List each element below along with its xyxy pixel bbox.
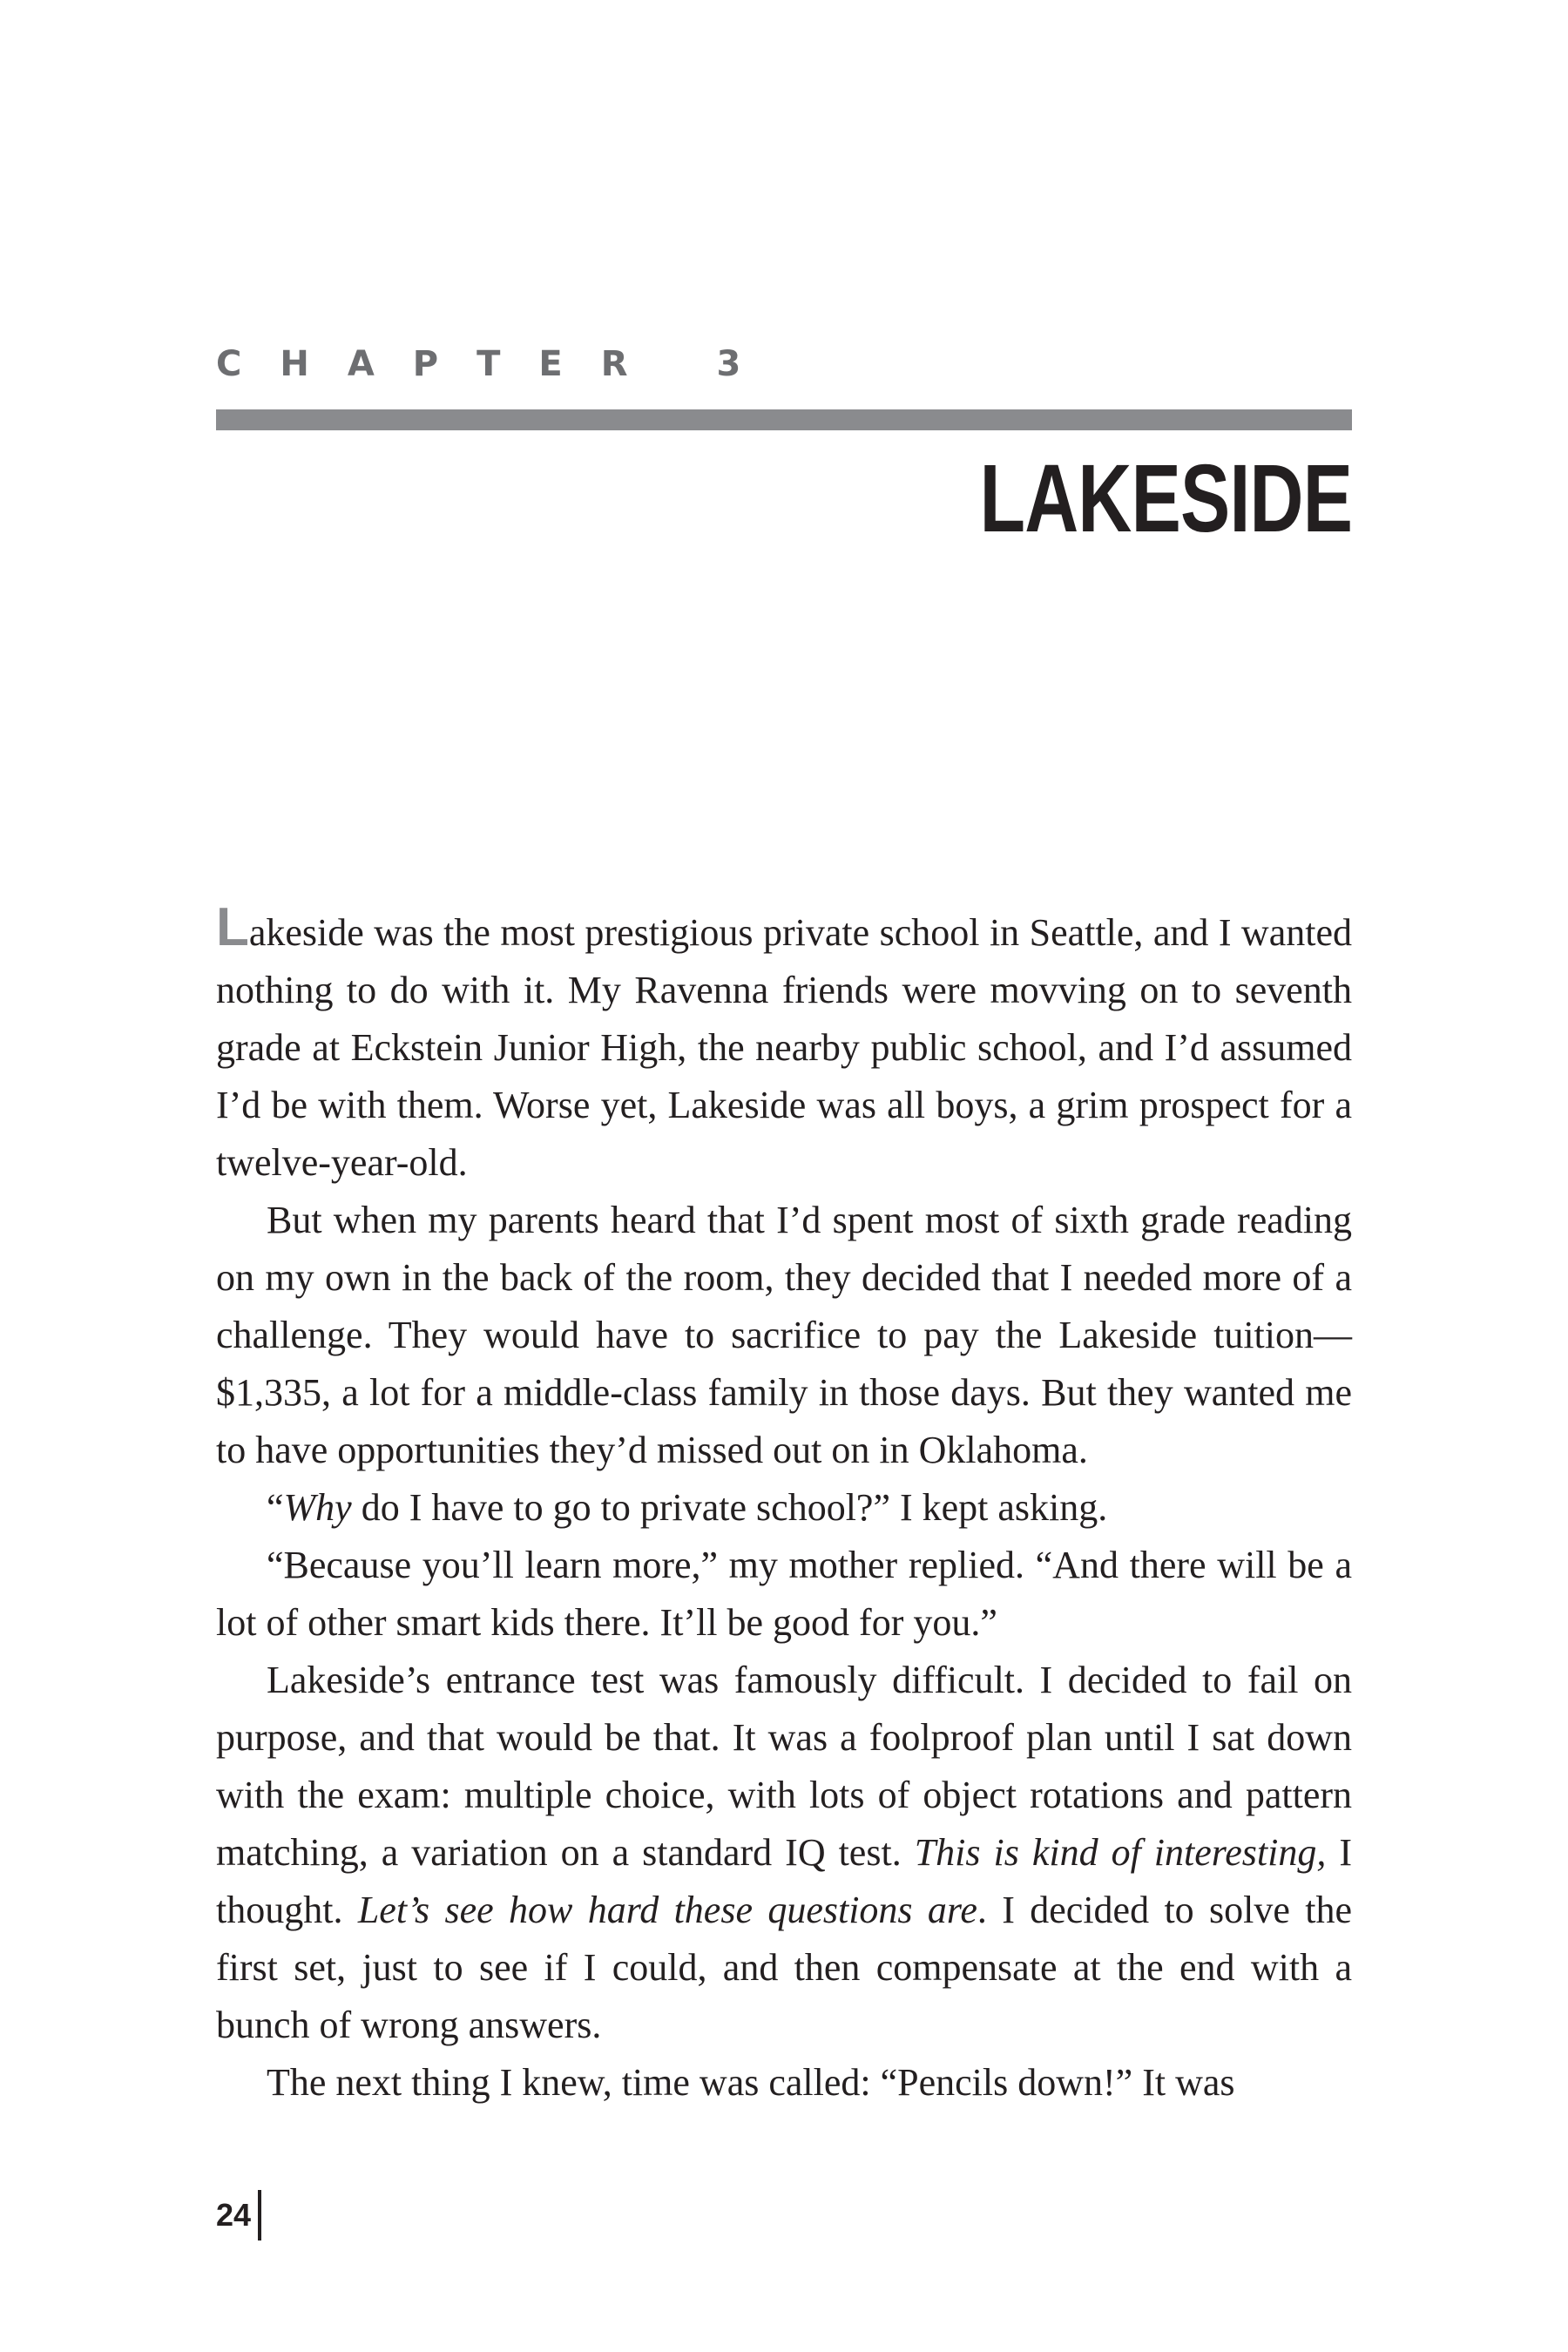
body-text: [216, 897, 1353, 2112]
paragraph-4: “Because you’ll learn more,” my mother replied. “And there will be a lot of other smart kids there. It’ll be good for you.”: [216, 1544, 1352, 1644]
page-folio: [216, 2190, 261, 2240]
emphasis-questions: Let’s see how hard these questions are: [357, 1889, 977, 1931]
chapter-title: LAKESIDE: [979, 445, 1352, 552]
page-number: 24: [216, 2197, 252, 2233]
emphasis-why: Why: [283, 1486, 352, 1529]
paragraph-2: But when my parents heard that I’d spent most of sixth grade reading on my own in the back of the room, they decided that I needed more of a challenge. They would have to sacrifice to pay the Lakeside tuition—$1,335, a lot for a middle-class family in those days. But they wanted me to have opportunities they’d missed out on in Oklahoma.: [216, 1199, 1352, 1471]
paragraph-5-text-a: Lakeside’s entrance test was famously difficult. I decided to fail on purpose, and that would be that. It was a foolproof plan until I sat down with the exam: multiple choice, with lots of object rotations and pattern matching, a variation on a standard IQ test.: [216, 1659, 1352, 1874]
open-quote: “: [267, 1486, 284, 1529]
paragraph-6: The next thing I knew, time was called: “Pencils down!” It was: [267, 2061, 1235, 2104]
paragraph-3: [216, 1479, 1352, 1537]
chapter-label: CHAPTER 3: [216, 344, 780, 384]
paragraph-3-text: do I have to go to private school?” I kept asking.: [351, 1486, 1108, 1529]
emphasis-interesting: This is kind of interesting,: [914, 1831, 1327, 1874]
chapter-rule: [216, 409, 1352, 430]
folio-divider: [258, 2190, 261, 2240]
paragraph-1: [216, 897, 1352, 1192]
paragraph-5: [216, 1652, 1352, 2054]
drop-cap: L: [216, 897, 249, 957]
paragraph-5-text-b: I thought.: [216, 1831, 1353, 1931]
paragraph-5-text-c: . I decided to solve the first set, just to see if I could, and then compensate at the end with a bunch of wrong answers.: [216, 1889, 1352, 2046]
paragraph-1-text: akeside was the most prestigious private school in Seattle, and I wanted nothing to do with it. My Ravenna friends were movving on to seventh grade at Eckstein Junior High, the nearby public school, and I’d assumed I’d be with them. Worse yet, Lakeside was all boys, a grim prospect for a twelve-year-old.: [216, 911, 1352, 1184]
